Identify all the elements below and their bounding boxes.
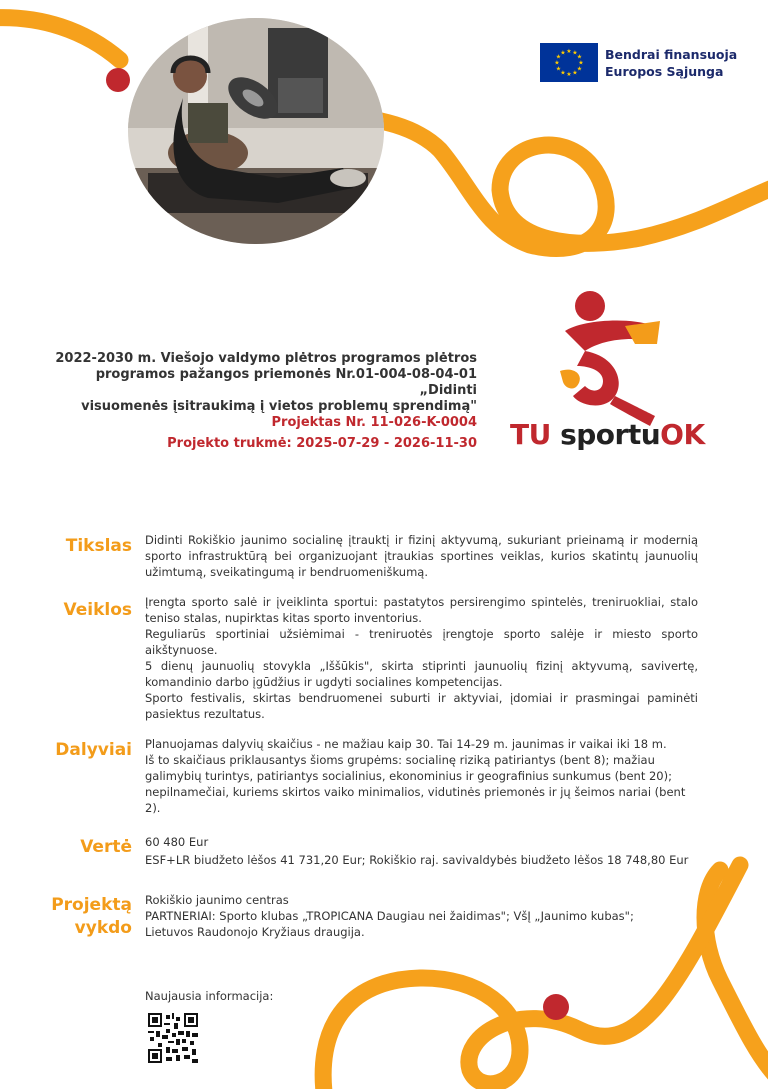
program-line-1: 2022-2030 m. Viešojo valdymo plėtros programos plėtros: [55, 351, 477, 366]
verte-total: 60 480 Eur: [145, 835, 209, 849]
qr-code-icon[interactable]: [148, 1013, 198, 1063]
svg-text:★: ★: [554, 59, 560, 67]
veiklos-paragraph-4: Sporto festivalis, skirtas bendruomenei suburti ir aktyviai, įdomiai ir prasmingai paminėti pasiektus rezultatus.: [145, 691, 698, 721]
svg-text:★: ★: [576, 65, 583, 73]
red-dot-top: [106, 68, 130, 92]
section-text-tikslas: Didinti Rokiškio jaunimo socialinę įtrauktį ir fizinį aktyvumą, sukuriant prieinamą ir modernią sporto infrastruktūrą bei organizuojant įtraukias sportines veiklas, kurios skatintų jaunuolių užimtumą, sveikatingumą ir bendruomeniškumą.: [145, 533, 698, 579]
gym-scene-illustration: [128, 18, 384, 244]
svg-text:★: ★: [566, 48, 572, 55]
athlete-photo: [128, 18, 384, 244]
svg-text:★: ★: [555, 65, 562, 73]
svg-text:★: ★: [572, 69, 578, 77]
eu-text-line1: Bendrai finansuoja: [605, 46, 738, 62]
dalyviai-paragraph-1: Planuojamas dalyvių skaičius - ne mažiau kaip 30. Tai 14-29 m. jaunimas ir vaikai iki 18 m.: [145, 737, 667, 751]
vykdo-label-line2: vykdo: [74, 918, 132, 938]
veiklos-paragraph-3: 5 dienų jaunuolių stovykla „Iššūkis", skirta stiprinti jaunuolių fizinį aktyvumą, savivertę, komandinio darbo įgūdžius ir ugdyti socialines kompetencijas.: [145, 659, 698, 689]
logo-part-tu: TU: [510, 418, 561, 451]
veiklos-paragraph-1: Įrengta sporto salė ir įveiklinta sportui: pastatytos persirengimo spintelės, treniruokliai, stalo teniso stalas, nupirktas kitas sporto inventorius.: [145, 595, 698, 625]
top-left-swirl: [0, 18, 120, 60]
logo-part-sportu: sportu: [560, 418, 661, 451]
section-label-tikslas: Tikslas: [65, 536, 132, 556]
section-label-dalyviai: Dalyviai: [55, 740, 132, 760]
red-dot-bottom: [543, 994, 569, 1020]
svg-text:★: ★: [566, 71, 572, 78]
svg-text:★: ★: [578, 59, 584, 67]
section-label-veiklos: Veiklos: [63, 600, 132, 620]
logo-part-ok: OK: [660, 418, 705, 451]
veiklos-paragraph-2: Reguliarūs sportiniai užsiėmimai - treniruotės įrengtoje sporto salėje ir miesto sporto aikštynuose.: [145, 627, 698, 657]
svg-text:★: ★: [555, 53, 562, 61]
program-description: [37, 351, 477, 431]
eu-cofunding-badge: [540, 43, 737, 82]
logo-wordmark: [510, 418, 705, 451]
section-label-verte: Vertė: [80, 837, 132, 857]
section-text-dalyviai: [145, 736, 698, 816]
section-text-verte: [145, 834, 698, 868]
project-number: Projektas Nr. 11-026-K-0004: [271, 415, 477, 430]
program-line-3: visuomenės įsitraukimą į vietos problemų sprendimą": [81, 399, 477, 414]
svg-text:★: ★: [560, 49, 566, 57]
eu-flag-icon: [540, 43, 598, 82]
svg-text:★: ★: [572, 49, 578, 57]
verte-breakdown: ESF+LR biudžeto lėšos 41 731,20 Eur; Rokiškio raj. savivaldybės biudžeto lėšos 18 748,80 Eur: [145, 853, 689, 867]
section-text-vykdo: [145, 892, 698, 940]
vykdo-organizer: Rokiškio jaunimo centras: [145, 893, 289, 907]
section-text-veiklos: [145, 594, 698, 722]
project-duration: Projekto trukmė: 2025-07-29 - 2026-11-30: [167, 436, 477, 451]
svg-text:★: ★: [576, 53, 583, 61]
vykdo-label-line1: Projektą: [51, 895, 132, 915]
svg-text:★: ★: [560, 69, 566, 77]
vykdo-partners-cont: Lietuvos Raudonojo Kryžiaus draugija.: [145, 925, 365, 939]
vykdo-partners: PARTNERIAI: Sporto klubas „TROPICANA Daugiau nei žaidimas"; VšĮ „Jaunimo kubas";: [145, 909, 634, 923]
news-label: Naujausia informacija:: [145, 989, 274, 1003]
dalyviai-paragraph-2: Iš to skaičiaus priklausantys šioms grupėms: socialinę riziką patiriantys (bent 8); mažiau galimybių turintys, patiriantys socialinius, ekonominius ir geografinius sunkumus (bent 20); nepilnamečiai, kuriems skirtos vaiko minimalios, vidutinės priemonės ir jų šeimos nariai (bent 2).: [145, 753, 686, 815]
section-label-vykdo: [40, 894, 132, 940]
program-line-2: programos pažangos priemonės Nr.01-004-08-04-01 „Didinti: [95, 367, 477, 398]
eu-text-line2: Europos Sąjunga: [605, 63, 724, 79]
